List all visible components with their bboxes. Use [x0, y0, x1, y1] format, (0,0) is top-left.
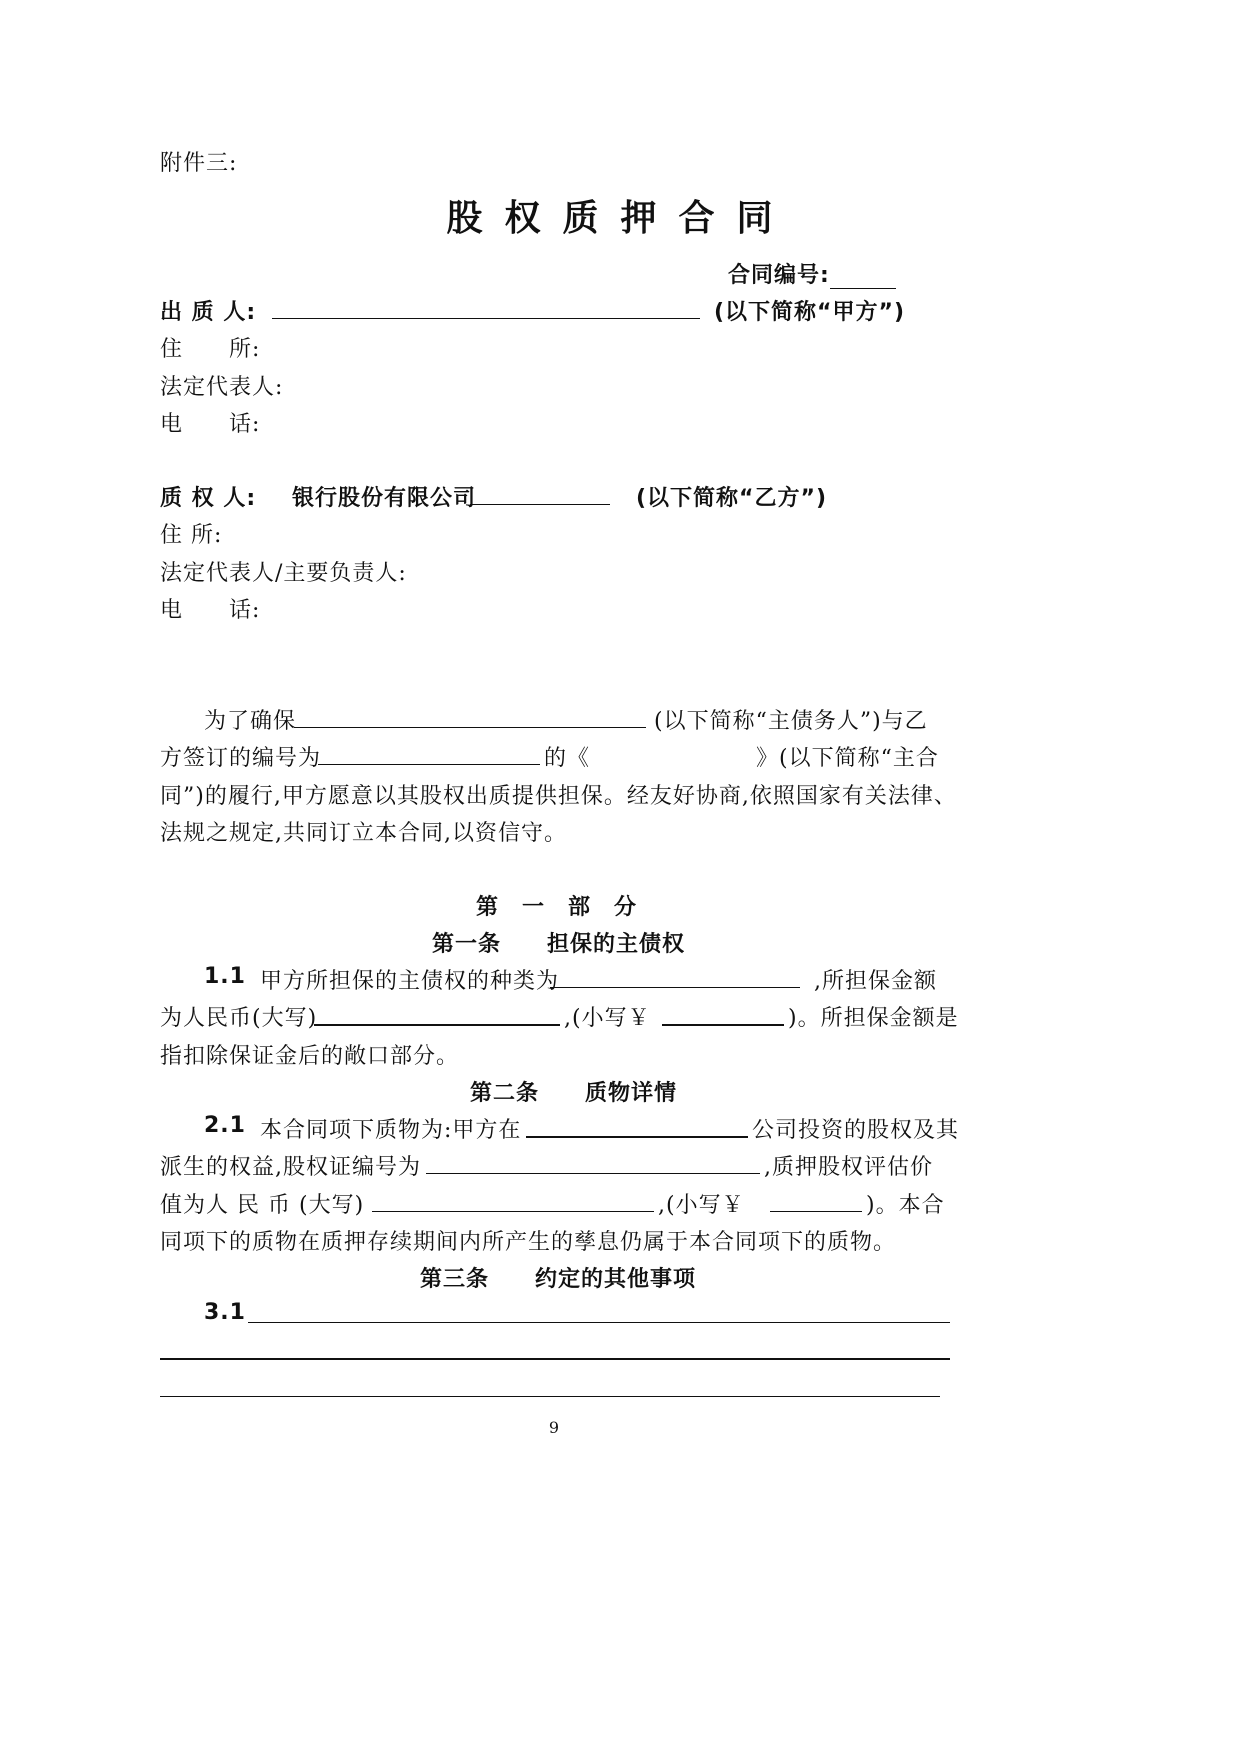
- intro-text: 同”)的履行,甲方愿意以其股权出质提供担保。经友好协商,依照国家有关法律、: [160, 784, 957, 809]
- intro-text: 为了确保: [204, 709, 297, 734]
- clause-number: 2.1: [204, 1113, 246, 1138]
- clause-text: 值为人 民 币 (大写): [160, 1193, 365, 1218]
- article-1-heading: 第一条 担保的主债权: [432, 932, 686, 957]
- intro-text: (以下简称“主债务人”)与乙: [654, 709, 928, 734]
- clause-text: ,所担保金额: [814, 969, 937, 994]
- intro-text: 的《: [544, 746, 591, 771]
- intro-text: 方签订的编号为: [160, 746, 322, 771]
- pledgor-name-blank[interactable]: [272, 294, 700, 319]
- intro-text: 》(以下简称“主合: [756, 746, 939, 771]
- clause-text: ,(小写￥: [658, 1193, 745, 1218]
- pledgee-address: 住 所:: [160, 523, 223, 548]
- contract-number-blank[interactable]: [830, 266, 896, 289]
- attachment-label: 附件三:: [160, 151, 238, 176]
- pledgee-name: 银行股份有限公司: [292, 486, 477, 511]
- equity-cert-number-blank[interactable]: [426, 1149, 760, 1174]
- pledgee-label: 质 权 人:: [160, 486, 257, 511]
- pledgor-legal-rep: 法定代表人:: [160, 375, 284, 400]
- part-heading: 第 一 部 分: [476, 895, 638, 920]
- contract-number: [728, 258, 896, 289]
- clause-text: 同项下的质物在质押存续期间内所产生的孳息仍属于本合同项下的质物。: [160, 1230, 897, 1255]
- valuation-numeric-blank[interactable]: [770, 1187, 862, 1212]
- debt-type-blank[interactable]: [550, 963, 800, 988]
- intro-text: 法规之规定,共同订立本合同,以资信守。: [160, 821, 567, 846]
- article-3-heading: 第三条 约定的其他事项: [420, 1267, 697, 1292]
- clause-text: ,(小写￥: [564, 1006, 651, 1031]
- clause-text: ,质押股权评估价: [764, 1155, 933, 1180]
- valuation-uppercase-blank[interactable]: [372, 1187, 654, 1212]
- other-matters-blank-3[interactable]: [160, 1396, 940, 1397]
- pledgor-address: 住 所:: [160, 337, 261, 362]
- pledgee-name-blank[interactable]: [470, 480, 610, 505]
- clause-number: 3.1: [204, 1300, 246, 1325]
- amount-uppercase-blank[interactable]: [314, 1000, 560, 1026]
- clause-text: 公司投资的股权及其: [752, 1118, 960, 1143]
- article-2-heading: 第二条 质物详情: [470, 1081, 678, 1106]
- clause-number: 1.1: [204, 964, 246, 989]
- clause-text: 甲方所担保的主债权的种类为: [260, 969, 560, 994]
- pledgor-alias: (以下简称“甲方”): [714, 300, 906, 325]
- clause-text: )。本合: [866, 1193, 945, 1218]
- pledgee-legal-rep: 法定代表人/主要负责人:: [160, 561, 407, 586]
- contract-number-label: 合同编号:: [728, 263, 830, 288]
- clause-text: 派生的权益,股权证编号为: [160, 1155, 421, 1180]
- pledgee-phone: 电 话:: [160, 598, 261, 623]
- pledgor-phone: 电 话:: [160, 412, 261, 437]
- other-matters-blank-2[interactable]: [160, 1358, 950, 1360]
- clause-text: 本合同项下质物为:甲方在: [260, 1118, 522, 1143]
- invested-company-blank[interactable]: [526, 1112, 748, 1138]
- principal-debtor-blank[interactable]: [294, 703, 646, 728]
- clause-text: )。所担保金额是: [788, 1006, 959, 1031]
- page-number: 9: [548, 1418, 560, 1437]
- clause-text: 指扣除保证金后的敞口部分。: [160, 1044, 460, 1069]
- document-title: 股权质押合同: [446, 198, 795, 239]
- pledgor-label: 出 质 人:: [160, 300, 257, 325]
- main-contract-number-blank[interactable]: [318, 740, 540, 765]
- pledgee-alias: (以下简称“乙方”): [636, 486, 828, 511]
- clause-text: 为人民币(大写): [160, 1006, 318, 1031]
- amount-numeric-blank[interactable]: [662, 1000, 784, 1026]
- other-matters-blank-1[interactable]: [248, 1298, 950, 1323]
